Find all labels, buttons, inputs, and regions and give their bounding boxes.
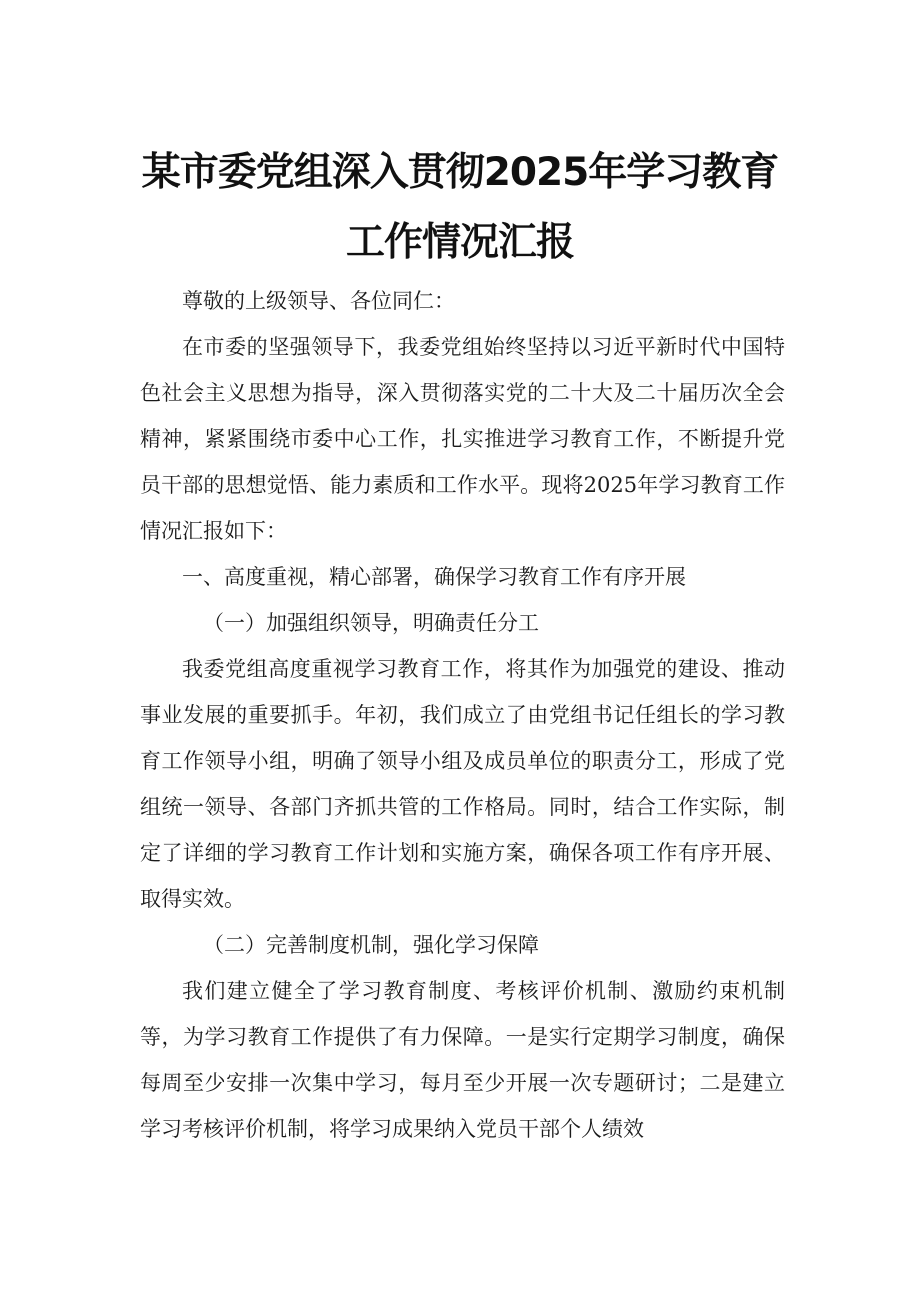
- subsection-1-heading: （一）加强组织领导，明确责任分工: [203, 611, 539, 635]
- subsection-2-paragraph: 我们建立健全了学习教育制度、考核评价机制、激励约束机制等，为学习教育工作提供了有力保障。一是实行定期学习制度，确保每周至少安排一次集中学习，每月至少开展一次专题研讨；二是建立学习考核评价机制，将学习成果纳入党员干部个人绩效: [140, 979, 785, 1141]
- document-title-line-1: 某市委党组深入贯彻2025年学习教育: [141, 150, 779, 195]
- section-1-heading: 一、高度重视，精心部署，确保学习教育工作有序开展: [182, 565, 686, 589]
- document-body: [140, 278, 785, 1152]
- subsection-2-heading: （二）完善制度机制，强化学习保障: [203, 933, 539, 957]
- subsection-1-paragraph: 我委党组高度重视学习教育工作，将其作为加强党的建设、推动事业发展的重要抓手。年初，我们成立了由党组书记任组长的学习教育工作领导小组，明确了领导小组及成员单位的职责分工，形成了党组统一领导、各部门齐抓共管的工作格局。同时，结合工作实际，制定了详细的学习教育工作计划和实施方案，确保各项工作有序开展、取得实效。: [140, 657, 785, 911]
- salutation: 尊敬的上级领导、各位同仁：: [182, 289, 455, 313]
- intro-paragraph: 在市委的坚强领导下，我委党组始终坚持以习近平新时代中国特色社会主义思想为指导，深入贯彻落实党的二十大及二十届历次全会精神，紧紧围绕市委中心工作，扎实推进学习教育工作，不断提升党员干部的思想觉悟、能力素质和工作水平。现将2025年学习教育工作情况汇报如下：: [140, 335, 785, 543]
- document-title-line-2: 工作情况汇报: [345, 220, 574, 265]
